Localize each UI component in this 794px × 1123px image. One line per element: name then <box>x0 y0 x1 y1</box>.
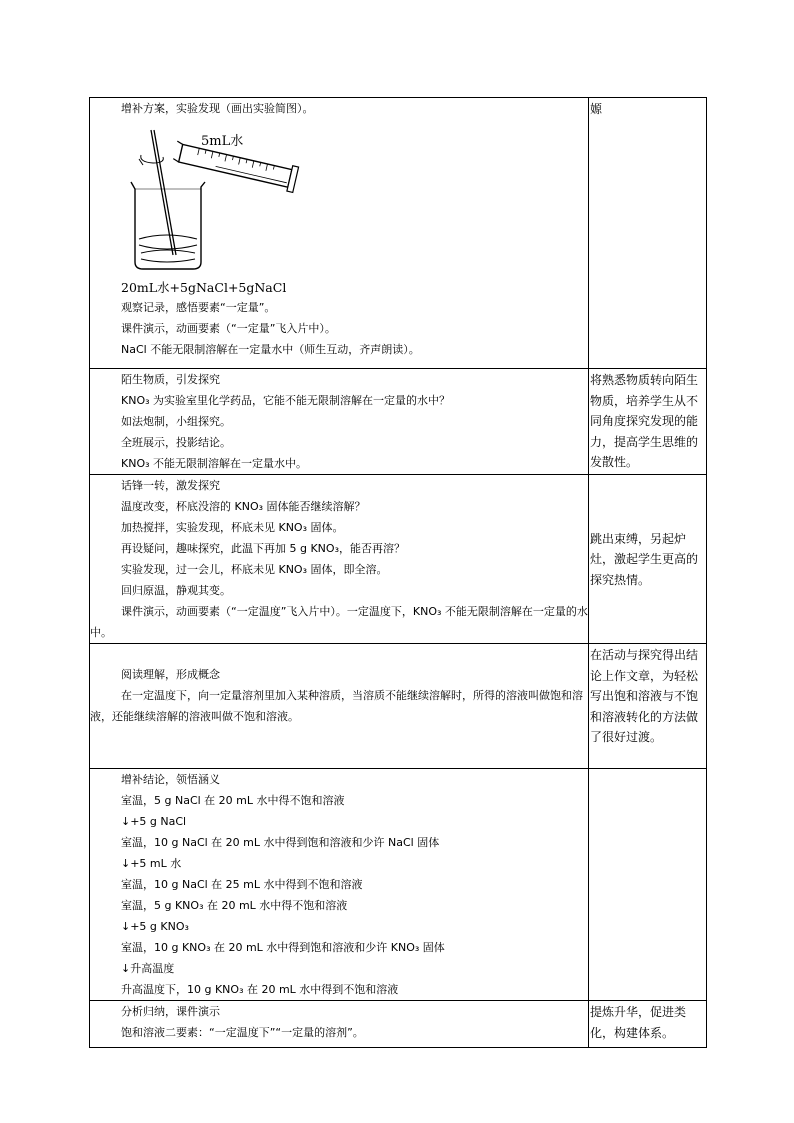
activity-line: 陌生物质，引发探究 <box>121 373 220 386</box>
table-row <box>90 644 707 769</box>
activity-line: 话锋一转，激发探究 <box>121 479 220 492</box>
process-arrow: ↓升高温度 <box>121 962 175 975</box>
activity-line: 再设疑问，趣味探究，此温下再加 5 g KNO₃，能否再溶？ <box>121 542 405 555</box>
design-note: 在活动与探究得出结论上作文章，为轻松写出饱和溶液与不饱和溶液转化的方法做了很好过渡。 <box>590 648 699 744</box>
activity-line: 课件演示，动画要素（“一定量”飞入片中）。 <box>121 322 336 335</box>
table-row <box>90 769 707 1001</box>
activity-line: 阅读理解，形成概念 <box>121 668 220 681</box>
design-note-cell <box>589 769 707 1001</box>
design-note: 嫄 <box>590 102 603 116</box>
table-row <box>90 475 707 644</box>
design-note-cell <box>589 644 707 769</box>
activity-line: 增补方案，实验发现（画出实验简图）。 <box>121 102 314 115</box>
activity-line: 升高温度下，10 g KNO₃ 在 20 mL 水中得到不饱和溶液 <box>121 983 399 996</box>
activity-cell <box>90 1001 589 1048</box>
design-note: 跳出束缚，另起炉灶，激起学生更高的探究热情。 <box>590 531 699 587</box>
process-arrow: ↓+5 g KNO₃ <box>121 920 189 933</box>
activity-line: 室温，10 g NaCl 在 20 mL 水中得到饱和溶液和少许 NaCl 固体 <box>121 836 440 849</box>
activity-line: 实验发现，过一会儿，杯底未见 KNO₃ 固体，即全溶。 <box>121 563 388 576</box>
design-note-cell <box>589 1001 707 1048</box>
activity-cell <box>90 475 589 644</box>
activity-line: 室温，10 g KNO₃ 在 20 mL 水中得到饱和溶液和少许 KNO₃ 固体 <box>121 941 445 954</box>
activity-line: 分析归纳，课件演示 <box>121 1005 220 1018</box>
process-arrow: ↓+5 g NaCl <box>121 815 187 828</box>
process-arrow: ↓+5 mL 水 <box>121 857 182 870</box>
activity-paragraph: 在一定温度下，向一定量溶剂里加入某种溶质，当溶质不能继续溶解时，所得的溶液叫做饱和溶液，还能继续溶解的溶液叫做不饱和溶液。 <box>90 689 583 723</box>
design-note-cell <box>589 369 707 475</box>
activity-line: KNO₃ 不能无限制溶解在一定量水中。 <box>121 457 308 470</box>
table-row <box>90 369 707 475</box>
design-note <box>589 769 706 770</box>
activity-line: 饱和溶液二要素：“一定温度下”“一定量的溶剂”。 <box>121 1026 364 1039</box>
activity-line: KNO₃ 为实验室里化学药品，它能不能无限制溶解在一定量的水中？ <box>121 394 451 407</box>
activity-line: 观察记录，感悟要素“一定量”。 <box>121 301 276 314</box>
design-note-cell <box>589 475 707 644</box>
activity-line: 温度改变，杯底没溶的 KNO₃ 固体能否继续溶解？ <box>121 500 366 513</box>
activity-line: 室温，5 g NaCl 在 20 mL 水中得不饱和溶液 <box>121 794 345 807</box>
lesson-plan-table <box>89 97 707 1048</box>
water-label: 5mL水 <box>201 134 244 149</box>
activity-cell <box>90 644 589 769</box>
activity-cell <box>90 769 589 1001</box>
design-note: 将熟悉物质转向陌生物质，培养学生从不同角度探究发现的能力，提高学生思维的发散性。 <box>590 373 699 469</box>
activity-line: 回归原温，静观其变。 <box>121 584 231 597</box>
activity-line: 室温，10 g NaCl 在 25 mL 水中得到不饱和溶液 <box>121 878 363 891</box>
activity-line: 全班展示，投影结论。 <box>121 436 231 449</box>
activity-line: 加热搅拌，实验发现，杯底未见 KNO₃ 固体。 <box>121 521 344 534</box>
beaker-label: 20mL水+5gNaCl+5gNaCl <box>121 280 287 295</box>
design-note: 提炼升华，促进类化，构建体系。 <box>590 1005 687 1040</box>
design-note-cell <box>589 98 707 369</box>
activity-line: 室温，5 g KNO₃ 在 20 mL 水中得不饱和溶液 <box>121 899 348 912</box>
table-row <box>90 1001 707 1048</box>
experiment-diagram <box>121 127 341 297</box>
activity-cell <box>90 369 589 475</box>
activity-line: 增补结论，领悟涵义 <box>121 773 220 786</box>
activity-line: NaCl 不能无限制溶解在一定量水中（师生互动，齐声朗读）。 <box>121 343 420 356</box>
activity-cell <box>90 98 589 369</box>
activity-line: 如法炮制，小组探究。 <box>121 415 231 428</box>
table-row <box>90 98 707 369</box>
activity-paragraph: 课件演示，动画要素（“一定温度”飞入片中）。一定温度下，KNO₃ 不能无限制溶解在一定量的水中。 <box>90 605 588 639</box>
